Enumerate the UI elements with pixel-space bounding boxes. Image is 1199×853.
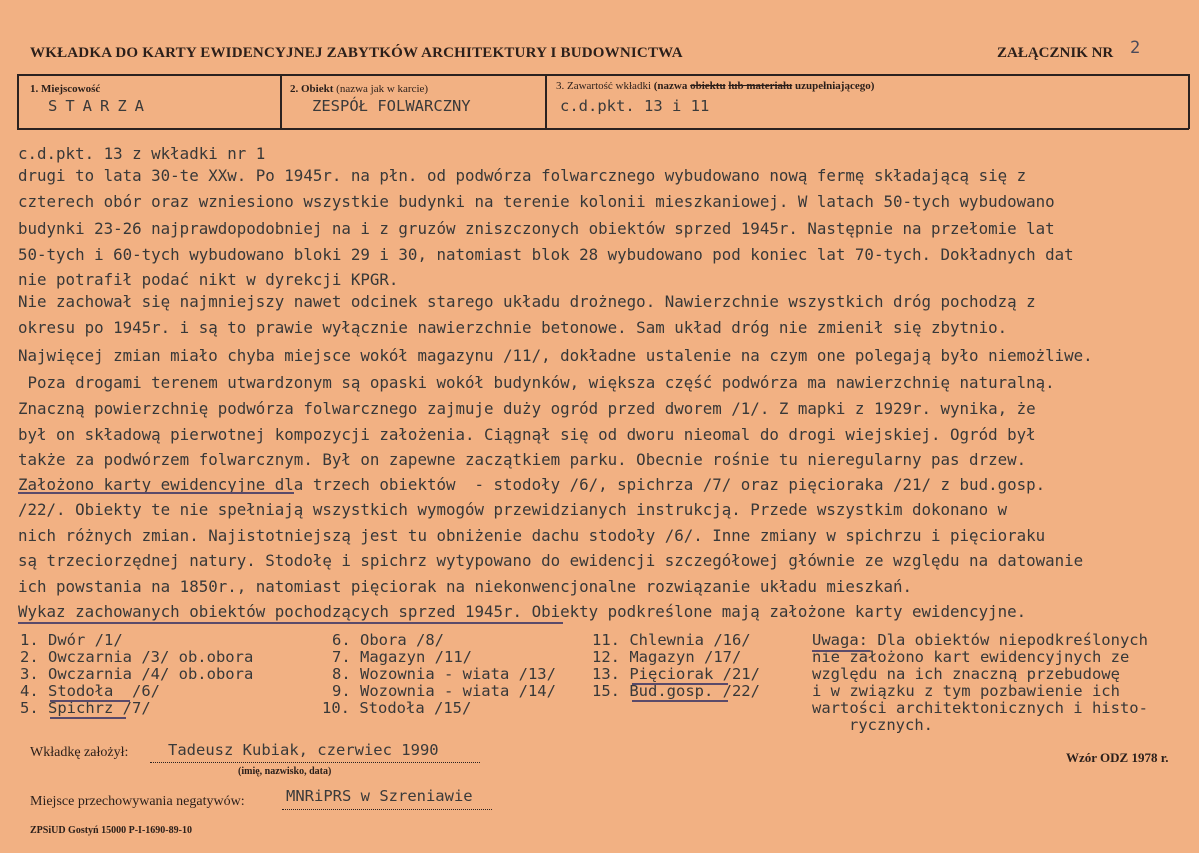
list-item: 9. Wozownia - wiata /14/ — [332, 682, 556, 700]
body-line-15: /22/. Obiekty te nie spełniają wszystkich wymogów przewidzianych instrukcją. Przede wszystkim dokonano w — [18, 500, 1008, 519]
field-divider-2 — [545, 74, 547, 129]
body-line-17: są trzeciorzędnej natury. Stodołę i spichrz wytypowano do ewidencji szczegółowej głównie ze względu na datowanie — [18, 551, 1084, 570]
locality-value: STARZA — [48, 97, 152, 115]
object-label: 2. Obiekt (nazwa jak w karcie) — [290, 83, 429, 95]
negatives-dotted-line — [282, 809, 492, 810]
underline-spichrz — [50, 717, 126, 719]
body-line-11: Znaczną powierzchnię podwórza folwarcznego zajmuje duży ogród przed dworem /1/. Z mapki z 1929r. wynika, że — [18, 399, 1036, 418]
body-line-12: był on składową pierwotnej kompozycji założenia. Ciągnął się od dworu nieomal do drogi wiejskiej. Ogród był — [18, 425, 1036, 444]
body-line-6: nie potrafił podać nikt w dyrekcji KPGR. — [18, 270, 399, 289]
body-line-7: Nie zachował się najmniejszy nawet odcinek starego układu drożnego. Nawierzchnie wszystkich dróg pochodzą z — [18, 292, 1036, 311]
annex-number: 2 — [1130, 38, 1141, 58]
body-line-13: także za podwórzem folwarcznym. Był on zapewne zaczątkiem parku. Obecnie rośnie tu nieregularny pas drzew. — [18, 450, 1027, 469]
note-line: nie założono kart ewidencyjnych ze — [812, 648, 1130, 666]
underline-cards — [18, 492, 294, 494]
body-line-4: budynki 23-26 najprawdopodobniej na i z gruzów zniszczonych obiektów sprzed 1945r. Następnie na przełomie lat — [18, 219, 1055, 238]
underline-uwaga — [812, 650, 870, 652]
note-line: rycznych. — [849, 716, 933, 734]
form-title: WKŁADKA DO KARTY EWIDENCYJNEJ ZABYTKÓW ARCHITEKTURY I BUDOWNICTWA — [30, 45, 683, 61]
body-line-3: czterech obór oraz wzniesiono wszystkie budynki na terenie kolonii mieszkaniowej. W latach 50-tych wybudowano — [18, 192, 1055, 211]
author-hint: (imię, nazwisko, data) — [238, 766, 332, 777]
negatives-label: Miejsce przechowywania negatywów: — [30, 794, 245, 809]
underline-pieciorak — [632, 683, 728, 685]
list-item: 15. Bud.gosp. /22/ — [592, 682, 760, 700]
author-value: Tadeusz Kubiak, czerwiec 1990 — [168, 741, 439, 759]
object-value: ZESPÓŁ FOLWARCZNY — [312, 97, 471, 115]
fields-rule — [17, 128, 1189, 130]
annex-label: ZAŁĄCZNIK NR — [997, 45, 1114, 61]
underline-bud-gosp — [632, 700, 728, 702]
content-label: 3. Zawartość wkładki (nazwa obiektu lub materiału uzupełniającego) — [556, 80, 875, 92]
underline-stodola — [50, 700, 130, 702]
body-line-10: Poza drogami terenem utwardzonym są opaski wokół budynków, większa część podwórza ma nawierzchnię naturalną. — [18, 373, 1055, 392]
form-model: Wzór ODZ 1978 r. — [1066, 750, 1169, 765]
note-line: Uwaga: Dla obiektów niepodkreślonych — [812, 631, 1148, 649]
list-item: 4. Stodoła /6/ — [20, 682, 160, 700]
body-line-8: okresu po 1945r. i są to prawie wyłącznie nawierzchnie betonowe. Sam układ dróg nie zmienił się zbytnio. — [18, 318, 1008, 337]
body-line-19: Wykaz zachowanych obiektów pochodzących sprzed 1945r. Obiekty podkreślone mają założone karty ewidencyjne. — [18, 602, 1027, 621]
body-line-14: Założono karty ewidencyjne dla trzech obiektów - stodoły /6/, spichrza /7/ oraz pięcioraka /21/ z bud.gosp. — [18, 475, 1046, 494]
list-item: 5. Spichrz /7/ — [20, 699, 151, 717]
list-item: 10. Stodoła /15/ — [322, 699, 472, 717]
note-line: wartości architektonicznych i histo- — [812, 699, 1148, 717]
field-divider-right — [1188, 74, 1190, 129]
list-item: 3. Owczarnia /4/ ob.obora — [20, 665, 254, 683]
field-divider-1 — [280, 74, 282, 129]
content-value: c.d.pkt. 13 i 11 — [560, 97, 710, 115]
author-dotted-line — [150, 762, 480, 763]
body-line-16: nich różnych zmian. Najistotniejszą jest tu obniżenie dachu stodoły /6/. Inne zmiany w spichrzu i pięcioraku — [18, 526, 1046, 545]
body-line-18: ich powstania na 1850r., natomiast pięciorak na niekonwencjonalne rozwiązanie układu mieszkań. — [18, 577, 912, 596]
body-line-9: Najwięcej zmian miało chyba miejsce wokół magazynu /11/, dokładne ustalenie na czym one polegają było niemożliwe. — [18, 346, 1093, 365]
negatives-value: MNRiPRS w Szreniawie — [286, 787, 473, 805]
body-line-2: drugi to lata 30-te XXw. Po 1945r. na płn. od podwórza folwarcznego wybudowano nową fermę składającą się z — [18, 166, 1027, 185]
list-item: 12. Magazyn /17/ — [592, 648, 742, 666]
list-item: 11. Chlewnia /16/ — [592, 631, 751, 649]
author-label: Wkładkę założył: — [30, 745, 129, 760]
header-rule — [17, 74, 1189, 76]
list-item: 7. Magazyn /11/ — [332, 648, 472, 666]
field-divider-left — [17, 74, 19, 129]
list-item: 13. Pięciorak /21/ — [592, 665, 760, 683]
note-line: względu na ich znaczną przebudowę — [812, 665, 1120, 683]
list-item: 8. Wozownia - wiata /13/ — [332, 665, 556, 683]
body-line-5: 50-tych i 60-tych wybudowano bloki 29 i 30, natomiast blok 28 wybudowano pod koniec lat 70-tych. Dokładnych dat — [18, 245, 1074, 264]
list-item: 2. Owczarnia /3/ ob.obora — [20, 648, 254, 666]
list-item: 6. Obora /8/ — [332, 631, 444, 649]
list-item: 1. Dwór /1/ — [20, 631, 123, 649]
locality-label: 1. Miejscowość — [30, 83, 101, 95]
underline-list-heading — [18, 622, 563, 624]
printer-stamp: ZPSiUD Gostyń 15000 P-I-1690-89-10 — [30, 825, 192, 836]
note-line: i w związku z tym pozbawienie ich — [812, 682, 1120, 700]
body-line-1: c.d.pkt. 13 z wkładki nr 1 — [18, 144, 266, 163]
